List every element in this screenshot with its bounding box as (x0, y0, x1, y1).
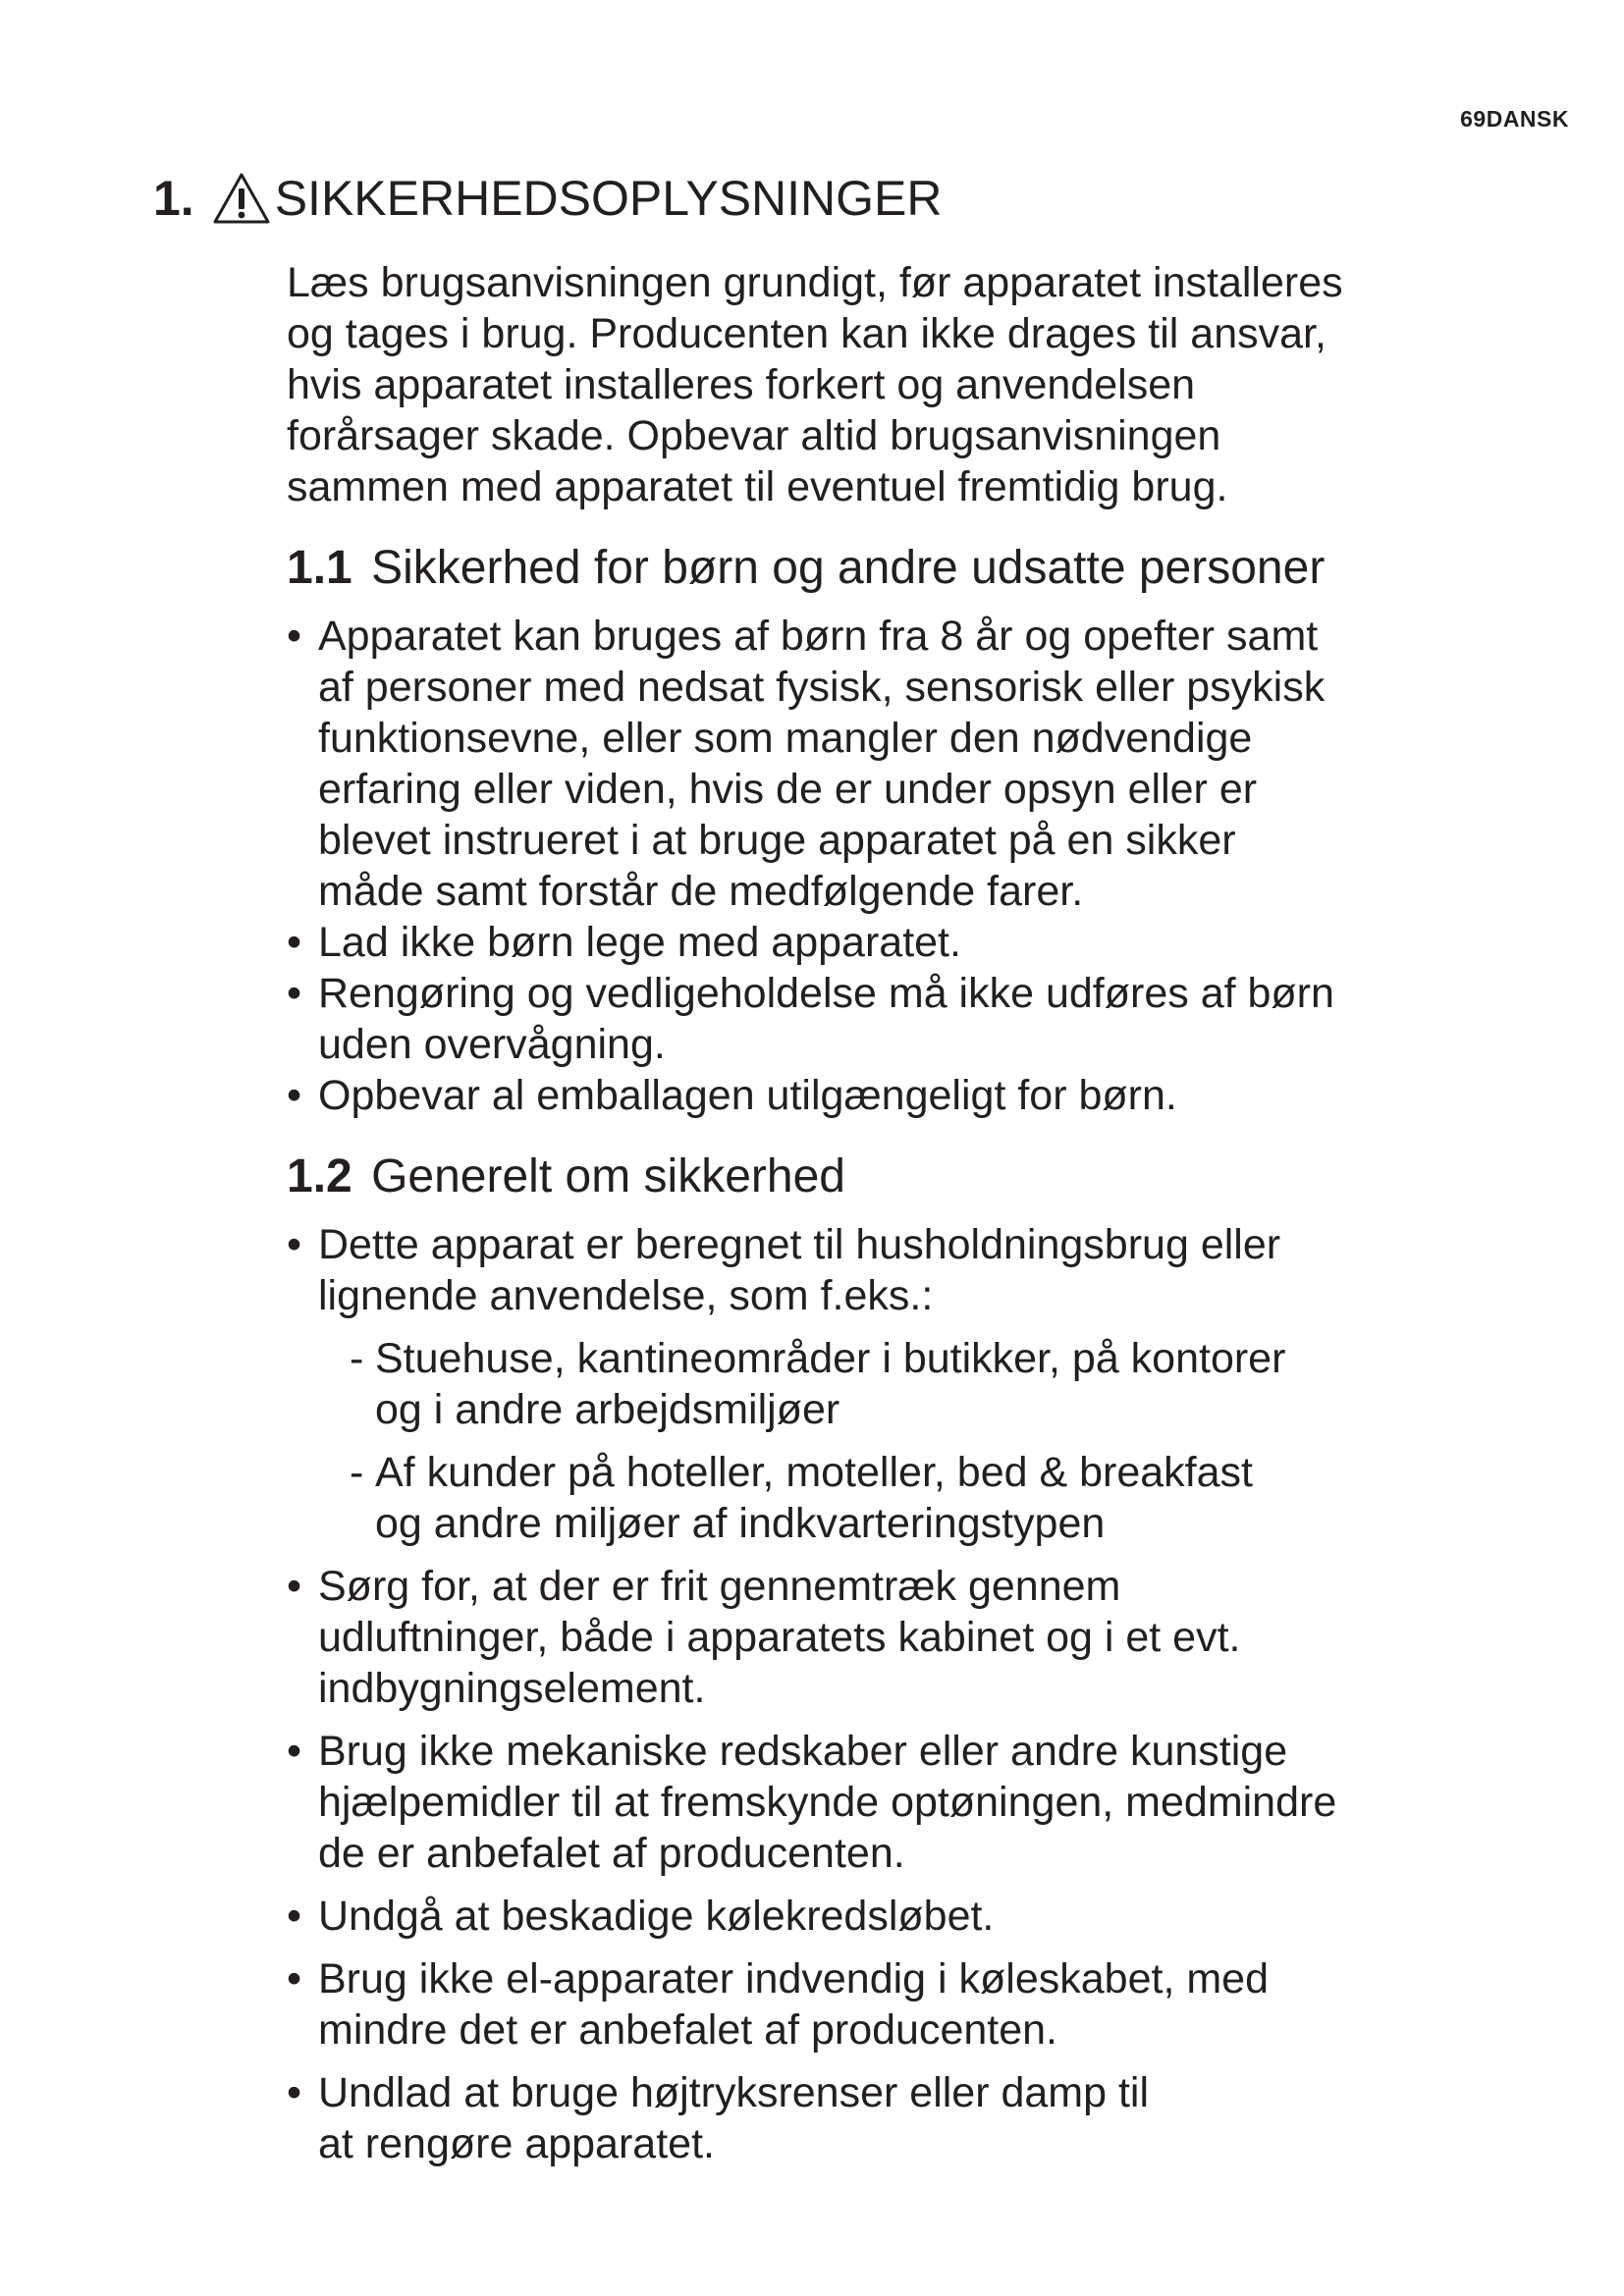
sub-list-item (318, 1447, 1524, 1549)
section-heading-1-2 (287, 1148, 1524, 1205)
list-item-line: mindre det er anbefalet af producenten. (318, 2006, 1058, 2054)
page-header-label: 69DANSK (1460, 106, 1569, 132)
intro-line: og tages i brug. Producenten kan ikke drages til ansvar, (287, 310, 1326, 357)
list-item-line: • Lad ikke børn lege med apparatet. (318, 919, 961, 966)
list-item (287, 611, 1524, 917)
list-item-line: • Dette apparat er beregnet til husholdningsbrug eller (318, 1221, 1281, 1268)
list-item-line: • Undgå at beskadige kølekredsløbet. (318, 1893, 995, 1940)
intro-line: sammen med apparatet til eventuel fremtidig brug. (287, 463, 1228, 510)
sub-list-item-line: og andre miljøer af indkvarteringstypen (375, 1500, 1106, 1547)
bullet-list-1-1 (287, 611, 1524, 1121)
section-title: Sikkerhed for børn og andre udsatte personer (371, 542, 1326, 594)
list-item-line: funktionsevne, eller som mangler den nødvendige (318, 715, 1253, 762)
chapter-number: 1. (153, 171, 194, 226)
list-item-line: • Undlad at bruge højtryksrenser eller damp til (318, 2069, 1150, 2116)
list-item-line: uden overvågning. (318, 1021, 666, 1068)
sub-list-item (318, 1333, 1524, 1435)
list-item (287, 917, 1524, 968)
section-title: Generelt om sikkerhed (371, 1150, 845, 1202)
list-item-line: udluftninger, både i apparatets kabinet og i et evt. (318, 1614, 1241, 1661)
chapter-title (153, 169, 943, 228)
intro-paragraph (287, 257, 1524, 512)
main-content (287, 257, 1524, 2169)
list-item-line: indbygningselement. (318, 1665, 706, 1712)
section-number: 1.2 (287, 1150, 352, 1202)
list-item-line: blevet instrueret i at bruge apparatet på en sikker (318, 817, 1236, 864)
intro-line: hvis apparatet installeres forkert og anvendelsen (287, 361, 1196, 408)
list-item (287, 1953, 1524, 2056)
list-item-line: • Brug ikke el-apparater indvendig i køleskabet, med (318, 1955, 1270, 2002)
list-item-line: • Sørg for, at der er frit gennemtræk gennem (318, 1563, 1121, 1610)
intro-line: forårsager skade. Opbevar altid brugsanvisningen (287, 412, 1221, 459)
list-item-line: de er anbefalet af producenten. (318, 1830, 905, 1877)
list-item-line: • Opbevar al emballagen utilgængeligt for børn. (318, 1072, 1177, 1119)
list-item (287, 2067, 1524, 2169)
sub-list-item-line: - Af kunder på hoteller, moteller, bed & breakfast (375, 1449, 1253, 1496)
list-item (287, 1726, 1524, 1879)
intro-line: Læs brugsanvisningen grundigt, før apparatet installeres (287, 259, 1343, 306)
list-item-line: hjælpemidler til at fremskynde optøningen, medmindre (318, 1779, 1337, 1826)
list-item-line: erfaring eller viden, hvis de er under opsyn eller er (318, 766, 1258, 813)
list-item-line: at rengøre apparatet. (318, 2120, 715, 2167)
list-item-line: af personer med nedsat fysisk, sensorisk eller psykisk (318, 664, 1326, 711)
list-item (287, 1219, 1524, 1549)
list-item (287, 1891, 1524, 1942)
section-heading-1-1 (287, 540, 1524, 597)
list-item (287, 1070, 1524, 1121)
chapter-title-text: SIKKERHEDSOPLYSNINGER (274, 171, 943, 226)
sub-list (318, 1333, 1524, 1549)
list-item-line: lignende anvendelse, som f.eks.: (318, 1272, 934, 1319)
sub-list-item-line: - Stuehuse, kantineområder i butikker, på kontorer (375, 1335, 1286, 1382)
list-item-line: • Apparatet kan bruges af børn fra 8 år og opefter samt (318, 613, 1319, 660)
sub-list-item-line: og i andre arbejdsmiljøer (375, 1386, 840, 1433)
section-number: 1.1 (287, 542, 352, 594)
list-item (287, 1561, 1524, 1714)
list-item-line: måde samt forstår de medfølgende farer. (318, 868, 1084, 915)
warning-triangle-icon (212, 172, 271, 225)
list-item (287, 968, 1524, 1070)
list-item-line: • Brug ikke mekaniske redskaber eller andre kunstige (318, 1728, 1288, 1775)
bullet-list-1-2 (287, 1219, 1524, 2169)
list-item-line: • Rengøring og vedligeholdelse må ikke udføres af børn (318, 970, 1334, 1017)
